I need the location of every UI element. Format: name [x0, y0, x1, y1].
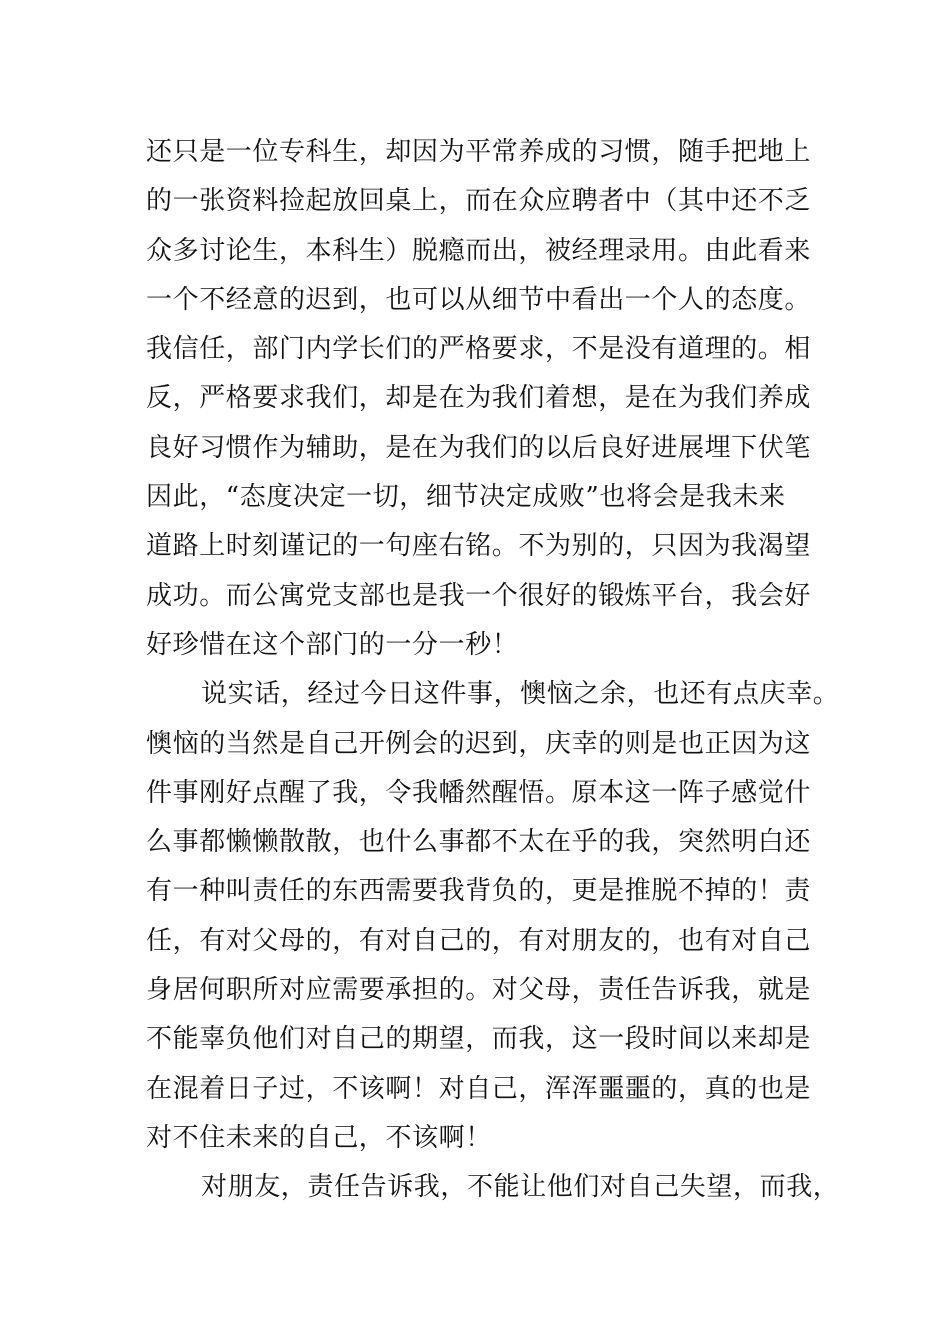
- document-body: [146, 128, 840, 1213]
- text-line: 反，严格要求我们，却是在为我们着想，是在为我们养成: [146, 383, 812, 414]
- text-line: 一个不经意的迟到，也可以从细节中看出一个人的态度。: [146, 284, 812, 315]
- text-line: 说实话，经过今日这件事，懊恼之余，也还有点庆幸。: [201, 679, 840, 710]
- text-line: 懊恼的当然是自己开例会的迟到，庆幸的则是也正因为这: [146, 728, 812, 759]
- text-line: 成功。而公寓党支部也是我一个很好的锻炼平台，我会好: [146, 580, 812, 611]
- text-line: 件事刚好点醒了我，令我幡然醒悟。原本这一阵子感觉什: [146, 777, 812, 808]
- text-line: 的一张资料捡起放回桌上，而在众应聘者中（其中还不乏: [146, 186, 812, 217]
- text-line: 不能辜负他们对自己的期望，而我，这一段时间以来却是: [146, 1024, 812, 1055]
- text-line: 道路上时刻谨记的一句座右铭。不为别的，只因为我渴望: [146, 531, 812, 562]
- text-line: 在混着日子过，不该啊！对自己，浑浑噩噩的，真的也是: [146, 1073, 812, 1104]
- text-line: 还只是一位专科生，却因为平常养成的习惯，随手把地上: [146, 137, 812, 167]
- text-line: 对不住未来的自己，不该啊！: [146, 1122, 492, 1153]
- text-line: 因此，“态度决定一切，细节决定成败”也将会是我未来: [146, 482, 786, 513]
- text-line: 我信任，部门内学长们的严格要求，不是没有道理的。相: [146, 334, 812, 365]
- text-line: 任，有对父母的，有对自己的，有对朋友的，也有对自己: [146, 925, 812, 956]
- text-line: 有一种叫责任的东西需要我背负的，更是推脱不掉的！责: [146, 876, 812, 907]
- text-line: 么事都懒懒散散，也什么事都不太在乎的我，突然明白还: [146, 827, 812, 858]
- text-line: 身居何职所对应需要承担的。对父母，责任告诉我，就是: [146, 975, 812, 1006]
- text-line: 众多讨论生，本科生）脱瘾而出，被经理录用。由此看来: [146, 235, 812, 266]
- text-line: 对朋友，责任告诉我，不能让他们对自己失望，而我，: [201, 1172, 840, 1203]
- text-line: 好珍惜在这个部门的一分一秒！: [146, 629, 519, 660]
- text-line: 良好习惯作为辅助，是在为我们的以后良好进展埋下伏笔: [146, 432, 812, 463]
